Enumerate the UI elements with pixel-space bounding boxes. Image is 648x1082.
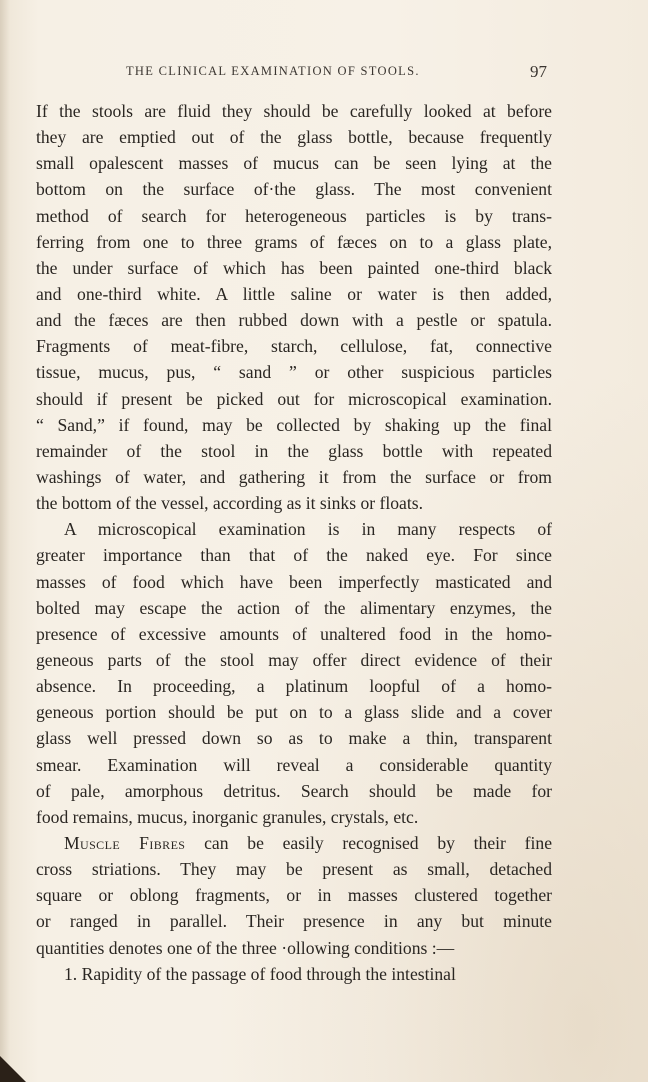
page-gutter-shadow (0, 0, 10, 1082)
page-corner-fold (0, 1056, 26, 1082)
body-text (36, 98, 552, 987)
text-line: absence. In proceeding, a platinum loopful of a homo- (36, 676, 552, 697)
list-item-1: 1. Rapidity of the passage of food through the intestinal (64, 963, 456, 984)
text-line: Fragments of meat-fibre, starch, cellulose, fat, connective (36, 336, 552, 357)
text-line: If the stools are fluid they should be carefully looked at before (36, 101, 552, 121)
text-line: should if present be picked out for microscopical examination. (36, 388, 552, 409)
text-line: presence of excessive amounts of unaltered food in the homo- (36, 623, 552, 644)
text-line: bolted may escape the action of the alimentary enzymes, the (36, 597, 552, 618)
text-line: square or oblong fragments, or in masses clustered together (36, 885, 552, 906)
text-line: small opalescent masses of mucus can be seen lying at the (36, 153, 552, 174)
text-line: and the fæces are then rubbed down with a pestle or spatula. (36, 310, 552, 331)
text-run: can be easily recognised by their fine (185, 832, 552, 853)
text-line: food remains, mucus, inorganic granules, crystals, etc. (36, 806, 419, 827)
text-line: geneous parts of the stool may offer direct evidence of their (36, 649, 552, 670)
text-line: A microscopical examination is in many respects of (64, 519, 552, 540)
text-line: washings of water, and gathering it from the surface or from (36, 466, 552, 487)
text-line: quantities denotes one of the three ·ollowing conditions :— (36, 937, 455, 958)
text-line: the under surface of which has been painted one-third black (36, 257, 552, 278)
page-number: 97 (530, 62, 547, 81)
text-line: remainder of the stool in the glass bottle with repeated (36, 440, 552, 461)
text-line: greater importance than that of the naked eye. For since (36, 545, 552, 566)
text-line: they are emptied out of the glass bottle, because frequently (36, 127, 552, 148)
text-line: or ranged in parallel. Their presence in any but minute (36, 911, 552, 932)
text-line: geneous portion should be put on to a glass slide and a cover (36, 702, 552, 723)
running-head: THE CLINICAL EXAMINATION OF STOOLS. (126, 64, 420, 78)
text-line: “ Sand,” if found, may be collected by shaking up the final (36, 414, 552, 435)
text-line: of pale, amorphous detritus. Search should be made for (36, 780, 552, 801)
text-line: tissue, mucus, pus, “ sand ” or other suspicious particles (36, 362, 552, 383)
text-line: and one-third white. A little saline or water is then added, (36, 283, 552, 304)
section-heading-muscle-fibres: Muscle Fibres (64, 832, 186, 853)
text-line: masses of food which have been imperfectly masticated and (36, 571, 552, 592)
text-line (36, 830, 552, 856)
text-line: glass well pressed down so as to make a thin, transparent (36, 728, 552, 749)
text-line: bottom on the surface of·the glass. The most convenient (36, 179, 552, 200)
text-line: method of search for heterogeneous particles is by trans- (36, 205, 552, 226)
text-line: cross striations. They may be present as small, detached (36, 859, 552, 880)
text-line: smear. Examination will reveal a considerable quantity (36, 754, 552, 775)
text-line: the bottom of the vessel, according as it sinks or floats. (36, 493, 423, 514)
text-line: ferring from one to three grams of fæces on to a glass plate, (36, 231, 552, 252)
